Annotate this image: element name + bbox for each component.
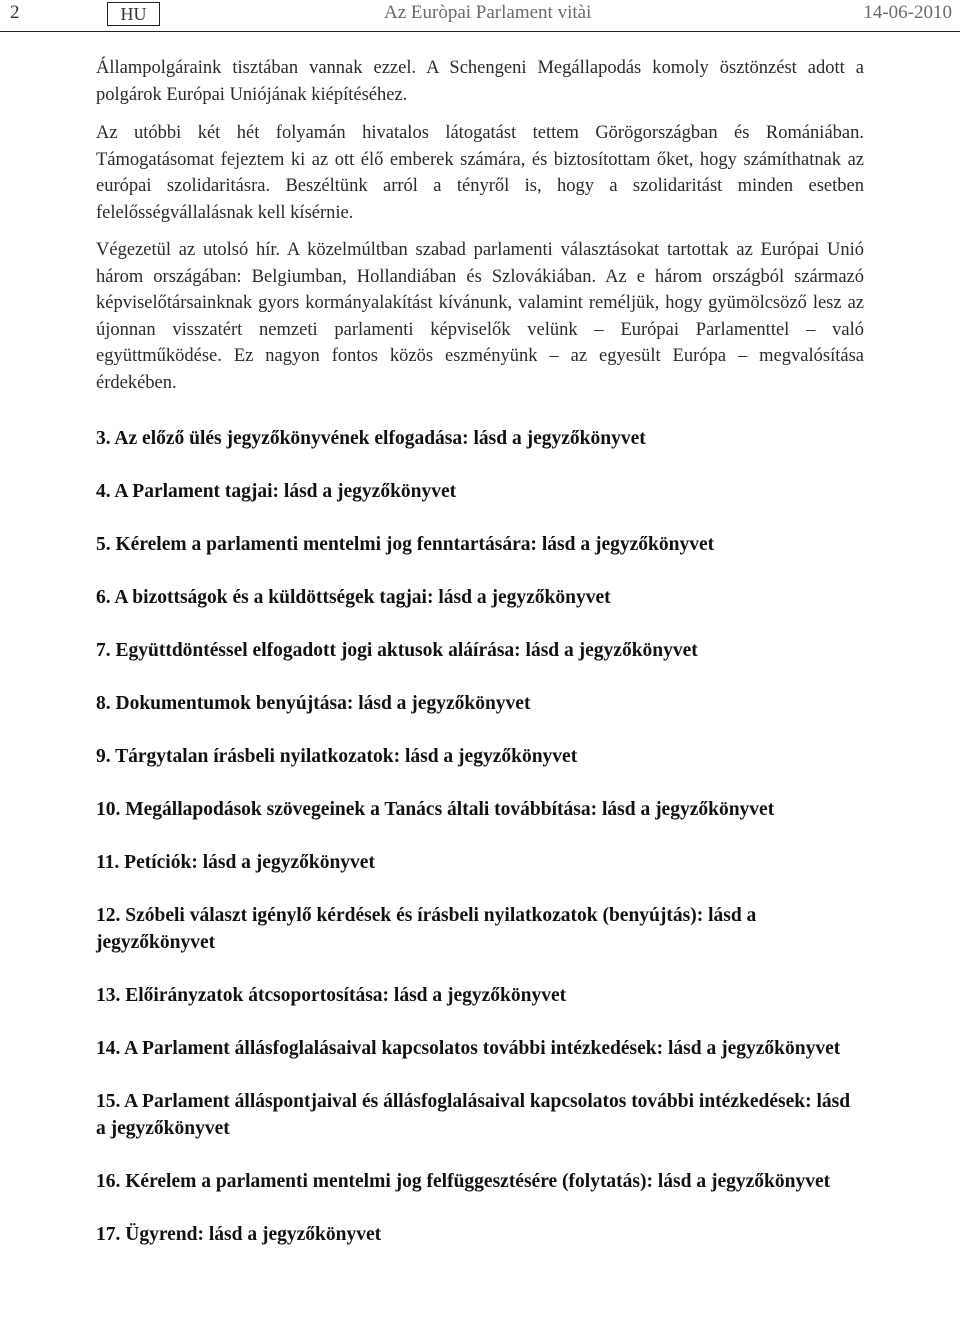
agenda-item-heading: 6. A bizottságok és a küldöttségek tagjai: lásd a jegyzőkönyvet: [96, 587, 611, 608]
agenda-item-heading: 4. A Parlament tagjai: lásd a jegyzőkönyvet: [96, 481, 457, 502]
agenda-item-heading: 5. Kérelem a parlamenti mentelmi jog fenntartására: lásd a jegyzőkönyvet: [96, 534, 715, 555]
agenda-item-heading: 13. Előirányzatok átcsoportosítása: lásd a jegyzőkönyvet: [96, 985, 567, 1006]
paragraph: Az utóbbi két hét folyamán hivatalos látogatást tettem Görögországban és Romániában. Támogatásomat fejeztem ki az ott élő emberek számára, és biztosítottam őket, hogy számíthatnak az európai szolidaritásra. Beszéltünk arról a tényről is, hogy a szolidaritást minden esetben felelősségvállalásnak kell kísérnie.: [96, 123, 864, 223]
agenda-item-heading: 7. Együttdöntéssel elfogadott jogi aktusok aláírása: lásd a jegyzőkönyvet: [96, 640, 698, 661]
agenda-item-heading: 12. Szóbeli választ igénylő kérdések és írásbeli nyilatkozatok (benyújtás): lásd a jegyzőkönyvet: [96, 905, 757, 953]
agenda-item-heading: 15. A Parlament álláspontjaival és állásfoglalásaival kapcsolatos további intézkedések: lásd a jegyzőkönyvet: [96, 1091, 851, 1139]
agenda-item-heading: 14. A Parlament állásfoglalásaival kapcsolatos további intézkedések: lásd a jegyzőkönyvet: [96, 1038, 841, 1059]
agenda-item-heading: 9. Tárgytalan írásbeli nyilatkozatok: lásd a jegyzőkönyvet: [96, 746, 578, 767]
page-number: 2: [10, 2, 20, 23]
paragraph: Állampolgáraink tisztában vannak ezzel. A Schengeni Megállapodás komoly ösztönzést adott a polgárok Európai Uniójának kiépítéséhez.: [96, 58, 864, 105]
document-body: [96, 55, 864, 1248]
agenda-item-heading: 10. Megállapodások szövegeinek a Tanács általi továbbítása: lásd a jegyzőkönyvet: [96, 799, 775, 820]
agenda-item-heading: 16. Kérelem a parlamenti mentelmi jog felfüggesztésére (folytatás): lásd a jegyzőkönyvet: [96, 1171, 831, 1192]
language-badge: HU: [107, 2, 160, 26]
journal-title: Az Euròpai Parlament vitài: [384, 2, 592, 23]
publication-date: 14-06-2010: [863, 2, 952, 23]
paragraph: Végezetül az utolsó hír. A közelmúltban szabad parlamenti választásokat tartottak az Európai Unió három országában: Belgiumban, Hollandiában és Szlovákiában. Az e három országból származó képviselőtársainknak gyors kormányalakítást kívánunk, valamint reméljük, hogy gyümölcsöző lesz az újonnan visszatért nemzeti parlamenti képviselők velünk – Európai Parlamenttel – való együttműködése. Ez nagyon fontos közös eszményünk – az egyesült Európa – megvalósítása érdekében.: [96, 240, 864, 393]
page-header: [0, 0, 960, 32]
agenda-item-heading: 11. Petíciók: lásd a jegyzőkönyvet: [96, 852, 375, 873]
agenda-item-heading: 3. Az előző ülés jegyzőkönyvének elfogadása: lásd a jegyzőkönyvet: [96, 428, 646, 449]
agenda-item-heading: 8. Dokumentumok benyújtása: lásd a jegyzőkönyvet: [96, 693, 531, 714]
agenda-item-heading: 17. Ügyrend: lásd a jegyzőkönyvet: [96, 1224, 382, 1245]
